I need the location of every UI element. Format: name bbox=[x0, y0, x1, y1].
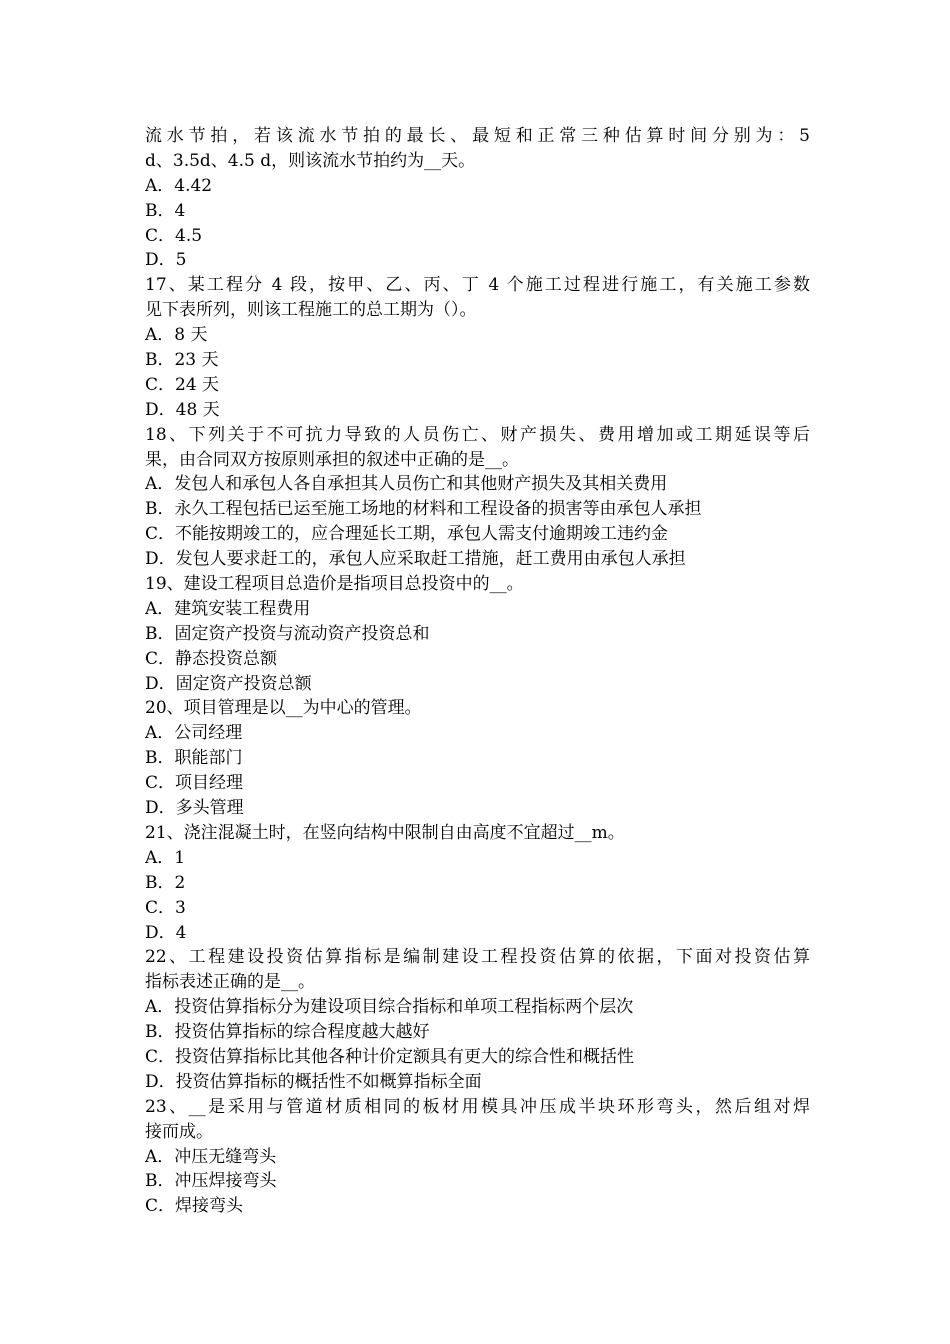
question-23-stem-line-2: 接而成。 bbox=[145, 1121, 213, 1142]
question-21-option-a: A．1 bbox=[145, 847, 186, 868]
question-17-stem-line-2: 见下表所列，则该工程施工的总工期为（）。 bbox=[145, 300, 477, 321]
question-19-option-c: C．静态投资总额 bbox=[145, 648, 278, 669]
question-22-stem-line-2: 指标表述正确的是__。 bbox=[145, 972, 315, 993]
question-17-option-c: C．24 天 bbox=[145, 374, 220, 395]
question-21-option-c: C．3 bbox=[145, 897, 186, 918]
question-16-option-b: B．4 bbox=[145, 200, 186, 221]
question-21-stem: 21、浇注混凝土时，在竖向结构中限制自由高度不宜超过__m。 bbox=[145, 822, 625, 843]
question-20-stem: 20、项目管理是以__为中心的管理。 bbox=[145, 698, 422, 719]
question-18-stem-line-2: 果，由合同双方按原则承担的叙述中正确的是__。 bbox=[145, 449, 519, 470]
question-16-stem-line-1: 流水节拍，若该流水节拍的最长、最短和正常三种估算时间分别为：5 bbox=[145, 126, 810, 146]
question-18-stem-line-1: 18、下列关于不可抗力导致的人员伤亡、财产损失、费用增加或工期延误等后 bbox=[145, 424, 810, 445]
question-16-stem-line-2: d、3.5d、4.5 d，则该流水节拍约为__天。 bbox=[145, 150, 476, 171]
question-22-option-b: B．投资估算指标的综合程度越大越好 bbox=[145, 1022, 430, 1043]
question-22-option-a: A．投资估算指标分为建设项目综合指标和单项工程指标两个层次 bbox=[145, 997, 634, 1018]
question-23-option-a: A．冲压无缝弯头 bbox=[145, 1146, 277, 1167]
question-17-option-a: A．8 天 bbox=[145, 325, 208, 346]
question-16-option-d: D．5 bbox=[145, 250, 187, 271]
question-23-stem-line-1: 23、__是采用与管道材质相同的板材用模具冲压成半块环形弯头，然后组对焊 bbox=[145, 1096, 810, 1117]
question-19-stem: 19、建设工程项目总造价是指项目总投资中的__。 bbox=[145, 574, 524, 595]
question-18-option-d: D．发包人要求赶工的，承包人应采取赶工措施，赶工费用由承包人承担 bbox=[145, 549, 686, 570]
question-20-option-c: C．项目经理 bbox=[145, 773, 244, 794]
question-21-option-b: B．2 bbox=[145, 872, 186, 893]
question-18-option-a: A．发包人和承包人各自承担其人员伤亡和其他财产损失及其相关费用 bbox=[145, 474, 668, 495]
question-20-option-b: B．职能部门 bbox=[145, 748, 243, 769]
document-page bbox=[145, 124, 810, 1219]
question-17-stem-line-1: 17、某工程分 4 段，按甲、乙、丙、丁 4 个施工过程进行施工，有关施工参数 bbox=[145, 275, 810, 296]
question-22-stem-line-1: 22、工程建设投资估算指标是编制建设工程投资估算的依据，下面对投资估算 bbox=[145, 947, 810, 968]
question-20-option-d: D．多头管理 bbox=[145, 798, 244, 819]
question-19-option-a: A．建筑安装工程费用 bbox=[145, 598, 311, 619]
question-19-option-d: D．固定资产投资总额 bbox=[145, 673, 312, 694]
question-16-option-a: A．4.42 bbox=[145, 175, 213, 196]
question-18-option-c: C．不能按期竣工的，应合理延长工期，承包人需支付逾期竣工违约金 bbox=[145, 524, 669, 545]
question-19-option-b: B．固定资产投资与流动资产投资总和 bbox=[145, 623, 430, 644]
question-18-option-b: B．永久工程包括已运至施工场地的材料和工程设备的损害等由承包人承担 bbox=[145, 499, 702, 520]
question-22-option-d: D．投资估算指标的概括性不如概算指标全面 bbox=[145, 1071, 482, 1092]
question-23-option-c: C．焊接弯头 bbox=[145, 1196, 244, 1217]
question-17-option-d: D．48 天 bbox=[145, 399, 220, 420]
question-16-option-c: C．4.5 bbox=[145, 225, 203, 246]
question-20-option-a: A．公司经理 bbox=[145, 723, 243, 744]
question-22-option-c: C．投资估算指标比其他各种计价定额具有更大的综合性和概括性 bbox=[145, 1046, 635, 1067]
question-17-option-b: B．23 天 bbox=[145, 350, 219, 371]
question-21-option-d: D．4 bbox=[145, 922, 187, 943]
question-23-option-b: B．冲压焊接弯头 bbox=[145, 1171, 277, 1192]
